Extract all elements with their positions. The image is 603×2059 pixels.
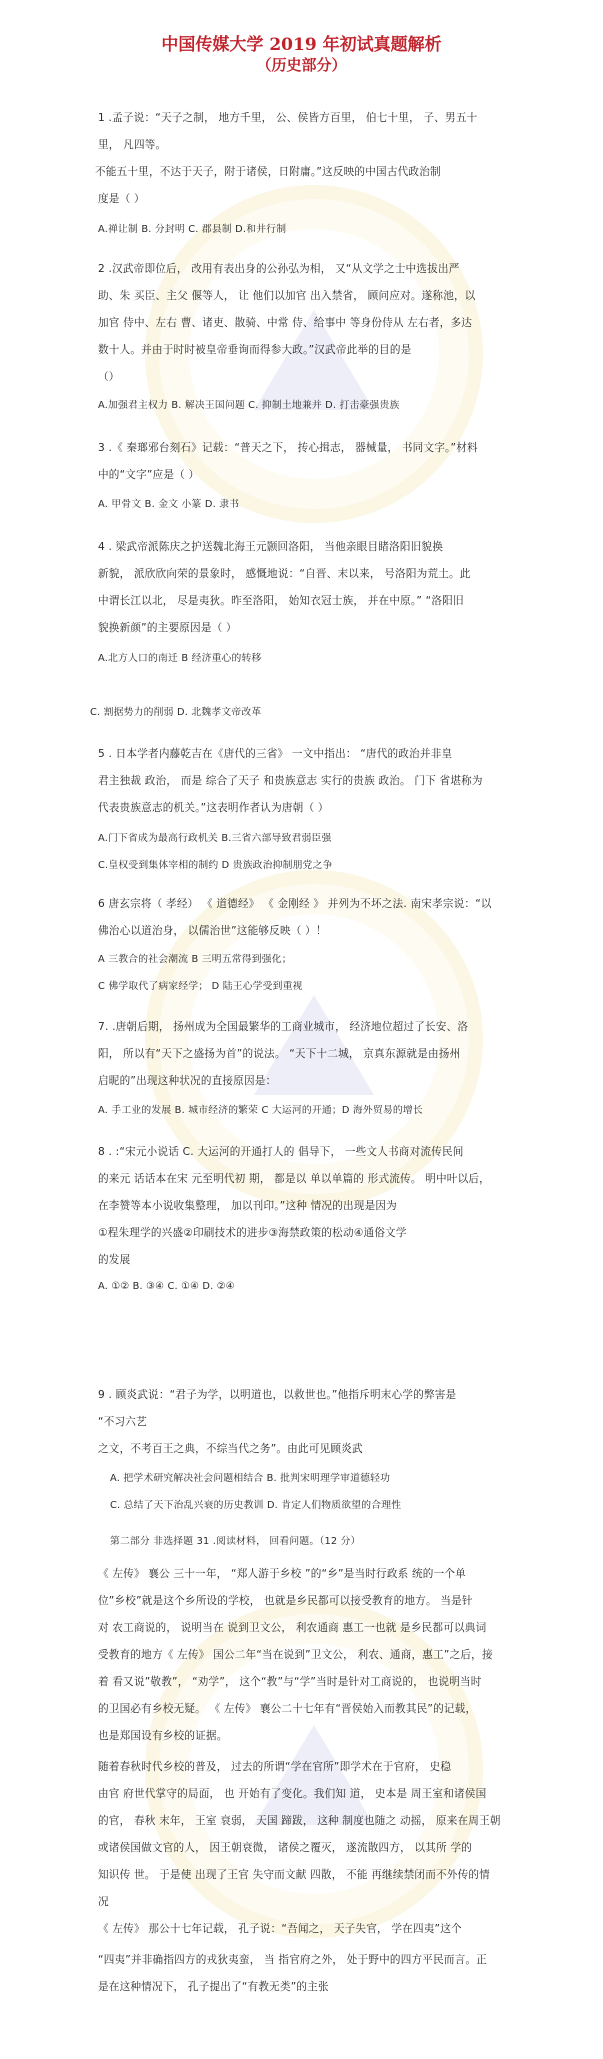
text-line: A. 手工业的发展 B. 城市经济的繁荣 C 大运河的开通；D 海外贸易的增长 [98,1105,423,1116]
text-line: 8 . :“宋元小说话 C. 大运河的开通打人的 倡导下， 一些文人书商对流传民间 [98,1146,464,1158]
text-line: 随着春秋时代乡校的普及， 过去的所谓“学在官所”即学术在于官府， 史稳 [98,1761,452,1773]
text-line: （） [98,371,120,383]
text-line: 也是郑国设有乡校的证据。 [98,1730,228,1742]
text-line: 君主独裁 政治， 而是 综合了天子 和贵族意志 实行的贵族 政治。 门下 省堪称为 [98,775,483,787]
text-line: A. ①② B. ③④ C. ①④ D. ②④ [98,1281,235,1292]
text-line: 2 .汉武帝即位后， 改用有表出身的公孙弘为相， 又“从文学之士中选拔出严 [98,263,460,275]
text-line: 《 左传》 襄公 三十一年， “郑人游于乡校 ”的“乡”是当时行政系 统的一个单 [98,1568,466,1580]
text-line: 代表贵族意志的机关。”这表明作者认为唐朝（ ） [98,802,329,814]
text-line: 知识传 世。 于是使 出现了王官 失守而文献 四散， 不能 再继续禁闭而不外传的情 [98,1869,490,1881]
text-line: 9 . 顾炎武说：“君子为学，以明道也，以救世也。”他指斥明末心学的弊害是 [98,1389,457,1401]
section-heading: 第二部分 非选择题 31 .阅读材料， 回看问题。（12 分） [110,1536,361,1547]
text-line: 启昵的”出现这种状况的直接原因是： [98,1075,277,1087]
text-line: C.皇权受到集体宰相的制约 D 贵族政治抑制朋党之争 [98,860,333,871]
text-line: 在李赞等本小说收集整理， 加以刊印。”这种 情况的出现是因为 [98,1200,397,1212]
text-line: 着 看又说”敬教”， “劝学”， 这个“教”与“学”当时是针对工商说的， 也说明当时 [98,1676,482,1688]
text-line: 位”乡校”就是这个乡所设的学校， 也就是乡民都可以接受教育的地方。 当是针 [98,1595,473,1607]
text-line: A 三教合的社会潮流 B 三明五常得到强化； [98,954,292,965]
text-line: 况 [98,1896,109,1908]
text-line: 貌换新颜”的主要原因是（ ） [98,622,237,634]
text-line: 不能五十里，不达于天子，附于诸侯，日附庸。”这反映的中国古代政治制 [95,166,441,178]
text-line: 5 . 日本学者内藤乾吉在《唐代的三省》 一文中指出： “唐代的政治并非皇 [98,748,453,760]
text-line: 的来元 话话本在宋 元至明代初 期， 都是以 单以单篇的 形式流传。 明中叶以后， [98,1173,490,1185]
page-subtitle: （历史部分） [256,56,347,74]
text-line: A. 甲骨文 B. 金文 小篆 D. 隶书 [98,499,240,510]
text-line: 由官 府世代掌守的局面， 也 开始有了变化。我们知 道， 史本是 周王室和诸侯国 [98,1788,487,1800]
text-line: 受教育的地方《 左传》 国公二年“当在说到”卫文公， 利农、通商，惠工”之后，接 [98,1649,493,1661]
page-title: 中国传媒大学 2019 年初试真题解析 [161,35,442,55]
text-line: 4 . 梁武帝派陈庆之护送魏北海王元颢回洛阳， 当他亲眼目睹洛阳旧貌换 [98,541,444,553]
text-line: A.北方人口的南迁 B 经济重心的转移 [98,653,262,664]
text-line: A.禅让制 B. 分封明 C. 郡县制 D.和井行制 [98,224,287,235]
text-line: 里， 凡四等。 [98,139,167,151]
text-line: 加官 侍中、左右 曹、诸吏、散骑、中常 侍、给事中 等身份侍从 左右者，多达 [98,317,473,329]
text-line: 中谓长江以北， 尽是夷狄。昨至洛阳， 始知衣冠士族， 并在中原。” “洛阳旧 [98,595,464,607]
text-line: 之文，不考百王之典，不综当代之务”。由此可见顾炎武 [98,1443,363,1455]
text-line: A. 把学术研究解决社会问题相结合 B. 批判宋明理学审道德轻功 [110,1473,391,1484]
text-line: 1 .孟子说：“天子之制， 地方千里， 公、侯皆方百里， 伯七十里， 子、男五十 [98,112,478,124]
text-line: 是在这种情况下， 孔子提出了“有教无类”的主张 [98,1981,329,1993]
text-line: 或诸侯国做文官的人， 因王朝衰微， 诸侯之覆灭， 遂流散四方， 以其所 学的 [98,1842,473,1854]
text-line: 的卫国必有乡校无疑。 《 左传》 襄公二十七年有“晋侯始入而教其民”的记载， [98,1703,477,1715]
text-line: C. 割据势力的削弱 D. 北魏孝文帝改革 [90,707,262,718]
text-line: 阳， 所以有“天下之盛扬为首”的说法。 “天下十二城， 京真东源就是由扬州 [98,1048,461,1060]
text-line: 佛治心以道治身， 以儒治世”这能够反映（ ）！ [98,925,327,937]
text-line: “四夷”并非确指四方的戎狄夷蛮， 当 指官府之外， 处于野中的四方平民而言。正 [98,1954,488,1966]
text-line: “不习六艺 [98,1416,147,1428]
text-line: 的官， 春秋 末年， 王室 衰弱， 天国 蹄跋， 这种 制度也随之 动摇， 原来在周王朝 [98,1815,501,1827]
text-line: 度是（ ） [98,193,145,205]
text-line: C. 总结了天下治乱兴衰的历史教训 D. 肯定人们物质欲望的合理性 [110,1500,402,1511]
text-line: 对 农工商说的， 说明当在 说到卫文公， 利农通商 惠工一也就 是乡民都可以典词 [98,1622,487,1634]
text-line: 的发展 [98,1254,131,1266]
text-line: A.加强君主权力 B. 解决王国问题 C. 抑制土地兼并 D. 打击豪强贵族 [98,400,400,411]
text-line: A.门下省成为最高行政机关 B.三省六部导致君弱臣强 [98,833,332,844]
text-line: C 佛学取代了病家经学； D 陆王心学受到重视 [98,981,303,992]
text-line: 助、朱 买臣、主父 偃等人， 让 他们以加官 出入禁省， 顾问应对。遂称池，以 [98,290,476,302]
text-line: 中的“文字”应是（ ） [98,469,200,481]
text-line: 3 .《 秦瑯邪台刻石》记载：“普天之下， 抟心揖志， 器械量， 书同文字。”材料 [98,442,478,454]
text-line: ①程朱理学的兴盛②印刷技术的进步③海禁政策的松动④通俗文学 [98,1227,407,1239]
text-line: 6 唐玄宗将（ 孝经） 《 道德经》 《 金刚经 》 并列为不坏之法. 南宋孝宗说：“以 [98,898,492,910]
text-line: 《 左传》 那公十七年记载， 孔子说：“吾闻之， 天子失官， 学在四夷”这个 [98,1923,462,1935]
text-line: 数十人。并由于时时被皇帝垂询而得参大政。”汉武帝此举的目的是 [98,344,412,356]
text-line: 新貌， 派欣欣向荣的景象时， 感慨地说：“自晋、末以来， 号洛阳为荒土。此 [98,568,471,580]
text-line: 7. .唐朝后期， 扬州成为全国最繁华的工商业城市， 经济地位超过了长安、洛 [98,1021,469,1033]
